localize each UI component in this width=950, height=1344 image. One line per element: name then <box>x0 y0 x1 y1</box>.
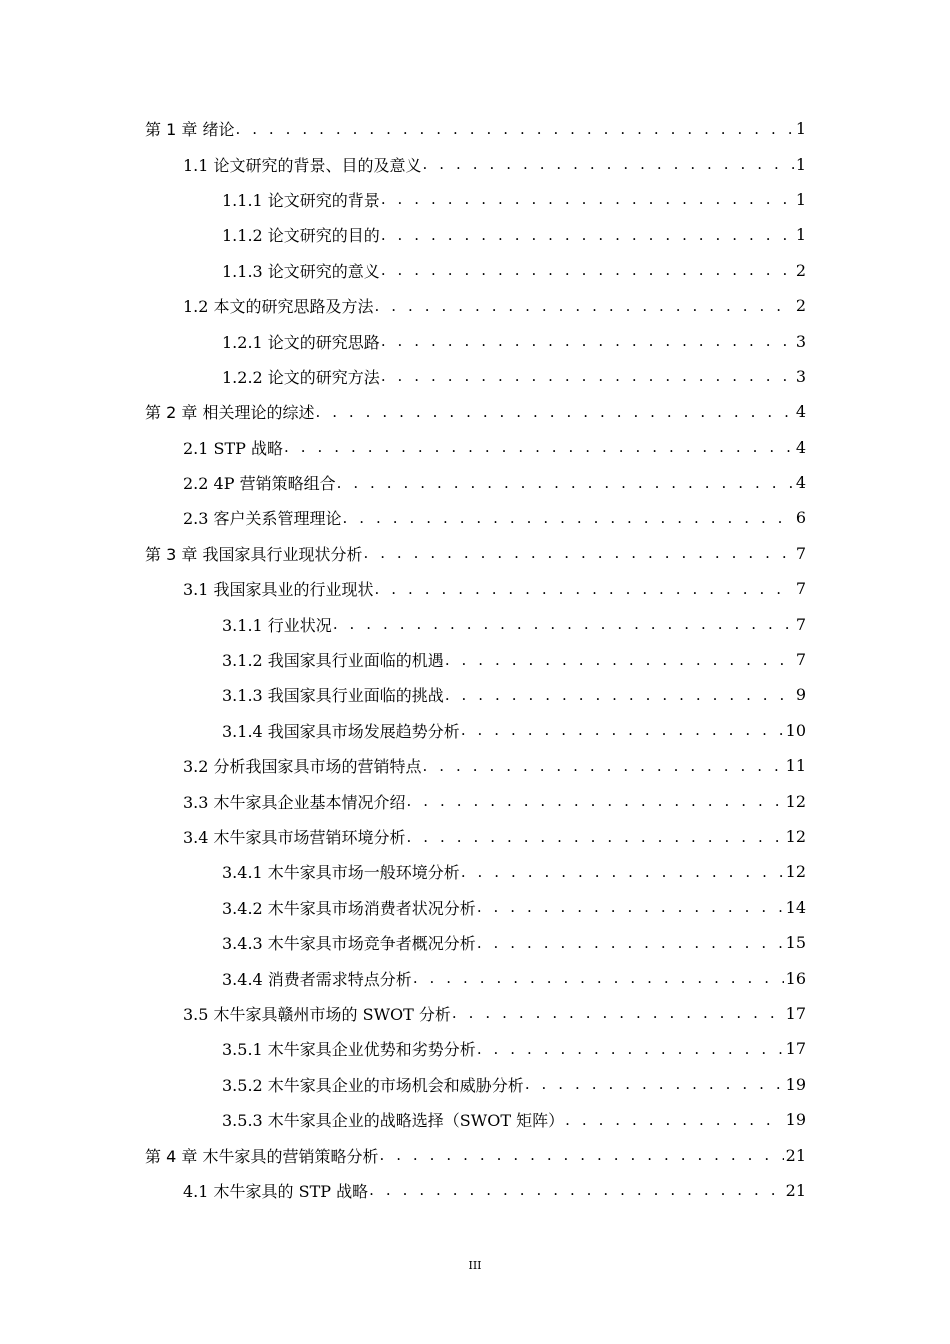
toc-dot-leader <box>407 828 784 846</box>
toc-entry-title: 第 4 章 木牛家具的营销策略分析 <box>145 1146 379 1166</box>
toc-entry-page: 21 <box>785 1180 806 1200</box>
toc-dot-leader <box>477 934 784 952</box>
toc-entry-title: 3.2 分析我国家具市场的营销特点 <box>183 757 422 777</box>
toc-entry-title: 1.1.3 论文研究的意义 <box>222 261 380 281</box>
toc-entry-title: 2.1 STP 战略 <box>183 438 284 458</box>
toc-entry-title: 2.3 客户关系管理理论 <box>183 509 342 529</box>
toc-entry-page: 2 <box>795 296 806 316</box>
toc-entry[interactable] <box>0 1031 806 1066</box>
toc-dot-leader <box>525 1075 784 1093</box>
toc-entry-page: 1 <box>795 189 806 209</box>
toc-dot-leader <box>381 261 794 279</box>
toc-entry[interactable] <box>0 925 806 960</box>
toc-dot-leader <box>375 297 794 315</box>
toc-entry-page: 11 <box>785 756 806 776</box>
toc-entry[interactable] <box>0 960 806 995</box>
toc-entry-page: 21 <box>785 1145 806 1165</box>
toc-entry-page: 7 <box>795 543 806 563</box>
toc-entry[interactable] <box>0 359 806 394</box>
toc-entry-page: 12 <box>785 791 806 811</box>
toc-entry[interactable] <box>0 217 806 252</box>
toc-entry-title: 3.1.4 我国家具市场发展趋势分析 <box>222 721 460 741</box>
toc-dot-leader <box>423 155 794 173</box>
toc-entry-page: 14 <box>785 897 806 917</box>
toc-entry-title: 3.4 木牛家具市场营销环境分析 <box>183 828 406 847</box>
toc-entry[interactable] <box>0 323 806 358</box>
toc-dot-leader <box>381 190 794 208</box>
toc-entry-page: 4 <box>795 473 806 493</box>
toc-dot-leader <box>369 1181 784 1199</box>
toc-entry[interactable] <box>0 606 806 641</box>
toc-entry-title: 3.5 木牛家具赣州市场的 SWOT 分析 <box>183 1004 451 1024</box>
toc-entry-page: 16 <box>785 968 806 988</box>
toc-entry[interactable] <box>0 1173 806 1208</box>
toc-entry[interactable] <box>0 783 806 818</box>
toc-dot-leader <box>381 332 794 350</box>
table-of-contents <box>0 111 950 1208</box>
toc-dot-leader <box>333 615 794 633</box>
toc-dot-leader <box>381 226 794 244</box>
toc-entry-page: 3 <box>795 331 806 351</box>
toc-dot-leader <box>315 403 793 421</box>
toc-entry[interactable] <box>0 1102 806 1137</box>
toc-entry-page: 6 <box>795 508 806 528</box>
toc-entry-page: 7 <box>795 650 806 670</box>
toc-dot-leader <box>423 757 784 775</box>
toc-entry-title: 3.4.3 木牛家具市场竞争者概况分析 <box>222 934 476 954</box>
toc-entry-page: 7 <box>795 614 806 634</box>
toc-dot-leader <box>413 969 784 987</box>
toc-dot-leader <box>407 792 784 810</box>
toc-entry[interactable] <box>0 536 806 571</box>
toc-entry[interactable] <box>0 430 806 465</box>
toc-entry-title: 1.2.1 论文的研究思路 <box>222 332 380 352</box>
toc-entry-page: 17 <box>785 1039 806 1059</box>
toc-dot-leader <box>565 1111 784 1129</box>
toc-entry-title: 3.4.1 木牛家具市场一般环境分析 <box>222 863 460 883</box>
toc-entry-title: 3.5.2 木牛家具企业的市场机会和威胁分析 <box>222 1075 524 1095</box>
toc-entry-title: 3.1.2 我国家具行业面临的机遇 <box>222 651 444 671</box>
toc-entry-title: 3.4.4 消费者需求特点分析 <box>222 969 412 989</box>
toc-entry-title: 3.1.1 行业状况 <box>222 615 332 635</box>
toc-entry-page: 19 <box>785 1074 806 1094</box>
toc-entry-page: 15 <box>785 933 806 953</box>
toc-entry[interactable] <box>0 253 806 288</box>
toc-entry-page: 1 <box>795 154 806 174</box>
toc-entry-page: 7 <box>795 579 806 599</box>
toc-entry-page: 2 <box>795 260 806 280</box>
toc-entry[interactable] <box>0 1137 806 1172</box>
toc-entry-title: 第 1 章 绪论 <box>145 120 235 140</box>
toc-dot-leader <box>461 721 784 739</box>
toc-dot-leader <box>343 509 794 527</box>
toc-dot-leader <box>375 580 794 598</box>
toc-entry[interactable] <box>0 854 806 889</box>
toc-entry-title: 3.5.3 木牛家具企业的战略选择（SWOT 矩阵） <box>222 1111 565 1131</box>
toc-dot-leader <box>477 898 784 916</box>
toc-dot-leader <box>235 120 793 138</box>
toc-entry-title: 3.5.1 木牛家具企业优势和劣势分析 <box>222 1040 476 1060</box>
toc-entry-title: 3.1.3 我国家具行业面临的挑战 <box>222 686 444 706</box>
toc-entry[interactable] <box>0 111 806 146</box>
toc-dot-leader <box>461 863 784 881</box>
toc-entry-page: 10 <box>785 720 806 740</box>
toc-entry[interactable] <box>0 182 806 217</box>
toc-entry-page: 12 <box>785 862 806 882</box>
toc-entry[interactable] <box>0 713 806 748</box>
toc-entry-page: 1 <box>795 225 806 245</box>
toc-entry[interactable] <box>0 571 806 606</box>
toc-dot-leader <box>379 1146 783 1164</box>
toc-entry-title: 第 3 章 我国家具行业现状分析 <box>145 544 363 564</box>
toc-entry-page: 12 <box>785 827 806 846</box>
toc-entry-title: 3.1 我国家具业的行业现状 <box>183 580 374 600</box>
toc-entry-page: 9 <box>795 685 806 705</box>
toc-entry-title: 1.1.2 论文研究的目的 <box>222 226 380 246</box>
toc-entry-title: 第 2 章 相关理论的综述 <box>145 403 315 423</box>
toc-entry[interactable] <box>0 394 806 429</box>
toc-entry-page: 19 <box>785 1110 806 1130</box>
toc-entry-page: 4 <box>795 402 806 422</box>
page-number: III <box>468 1259 482 1272</box>
toc-dot-leader <box>381 367 794 385</box>
toc-entry[interactable] <box>0 146 806 181</box>
toc-entry-title: 1.2.2 论文的研究方法 <box>222 367 380 387</box>
toc-entry[interactable] <box>0 465 806 500</box>
toc-entry[interactable] <box>0 748 806 783</box>
toc-entry[interactable] <box>0 1067 806 1102</box>
toc-dot-leader <box>477 1040 784 1058</box>
toc-entry-title: 2.2 4P 营销策略组合 <box>183 474 336 494</box>
toc-entry-title: 1.1 论文研究的背景、目的及意义 <box>183 155 422 175</box>
toc-entry[interactable] <box>0 642 806 677</box>
toc-entry-page: 4 <box>795 437 806 457</box>
toc-entry[interactable] <box>0 819 806 854</box>
toc-entry-title: 3.3 木牛家具企业基本情况介绍 <box>183 792 406 812</box>
toc-dot-leader <box>363 544 793 562</box>
toc-entry-title: 1.2 本文的研究思路及方法 <box>183 297 374 317</box>
toc-entry[interactable] <box>0 288 806 323</box>
toc-entry-title: 3.4.2 木牛家具市场消费者状况分析 <box>222 898 476 918</box>
toc-entry-page: 3 <box>795 366 806 386</box>
toc-entry-title: 4.1 木牛家具的 STP 战略 <box>183 1181 369 1201</box>
toc-dot-leader <box>452 1004 784 1022</box>
toc-entry[interactable] <box>0 677 806 712</box>
toc-entry-title: 1.1.1 论文研究的背景 <box>222 190 380 210</box>
toc-entry-page: 1 <box>795 119 806 139</box>
toc-dot-leader <box>337 474 794 492</box>
toc-dot-leader <box>445 651 794 669</box>
toc-dot-leader <box>445 686 794 704</box>
toc-entry[interactable] <box>0 996 806 1031</box>
toc-entry[interactable] <box>0 500 806 535</box>
toc-entry[interactable] <box>0 890 806 925</box>
toc-dot-leader <box>284 438 794 456</box>
toc-entry-page: 17 <box>785 1003 806 1023</box>
